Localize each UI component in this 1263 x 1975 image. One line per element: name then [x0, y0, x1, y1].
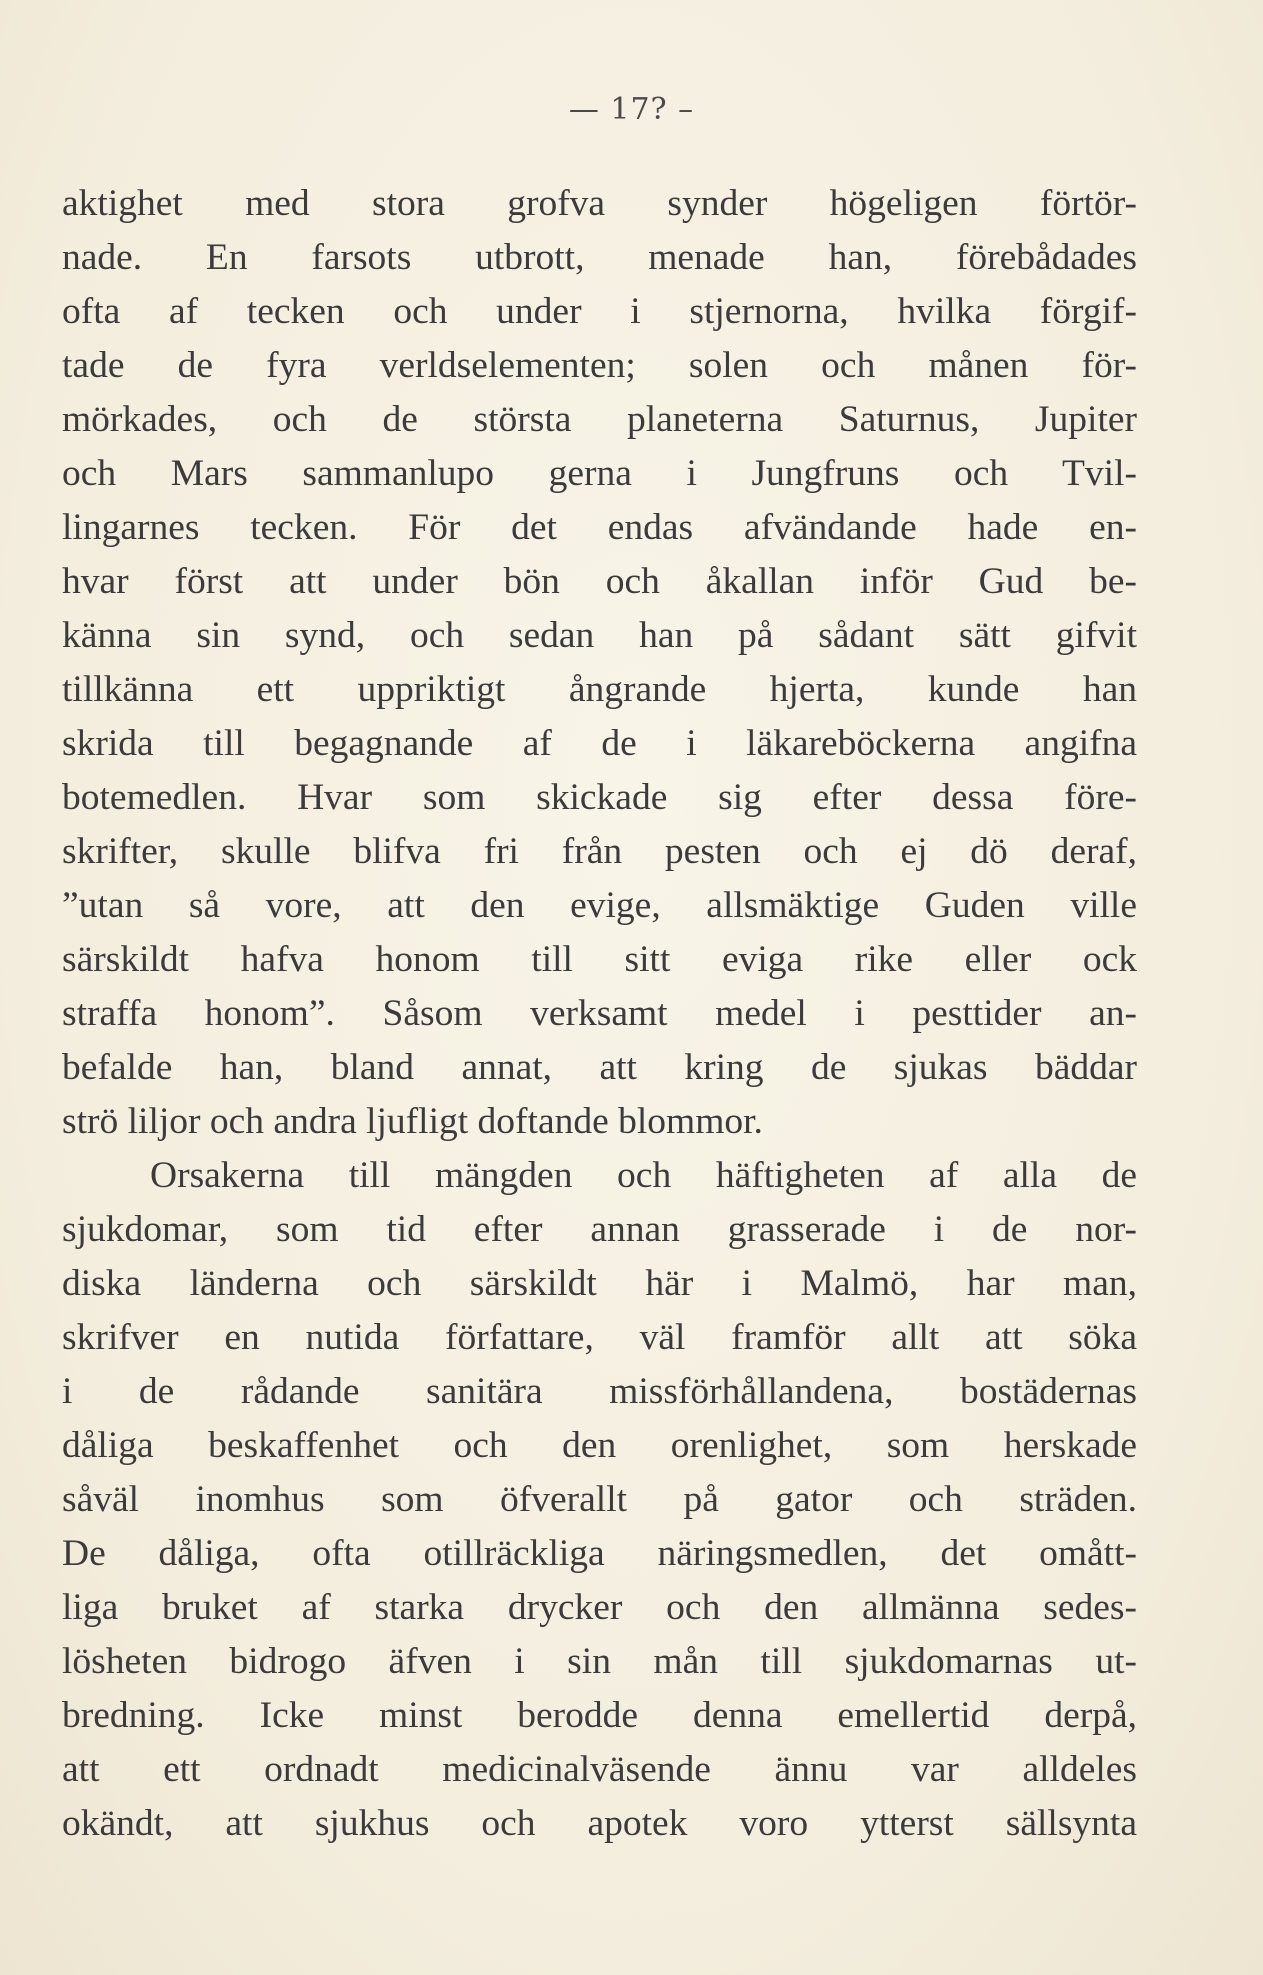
text-line: Orsakerna till mängden och häftigheten af alla de	[150, 1155, 1137, 1196]
text-line: ”utan så vore, att den evige, allsmäktige Guden ville	[62, 885, 1137, 926]
text-line: aktighet med stora grofva synder högeligen förtör-	[62, 183, 1137, 224]
text-line: ofta af tecken och under i stjernorna, hvilka förgif-	[62, 291, 1137, 332]
text-line: lingarnes tecken. För det endas afvändande hade en-	[62, 507, 1137, 548]
text-line: diska länderna och särskildt här i Malmö, har man,	[62, 1263, 1137, 1304]
text-line: befalde han, bland annat, att kring de sjukas bäddar	[62, 1047, 1137, 1088]
text-line: straffa honom”. Såsom verksamt medel i pesttider an-	[62, 993, 1137, 1034]
text-line: hvar först att under bön och åkallan inför Gud be-	[62, 561, 1137, 602]
text-line: strö liljor och andra ljufligt doftande blommor.	[62, 1101, 763, 1142]
text-line: i de rådande sanitära missförhållandena, bostädernas	[62, 1371, 1137, 1412]
text-line: sjukdomar, som tid efter annan grasserade i de nor-	[62, 1209, 1137, 1250]
text-line: skrida till begagnande af de i läkareböckerna angifna	[62, 723, 1137, 764]
text-line: skrifver en nutida författare, väl framför allt att söka	[62, 1317, 1137, 1358]
text-line: att ett ordnadt medicinalväsende ännu var alldeles	[62, 1749, 1137, 1790]
text-line: liga bruket af starka drycker och den allmänna sedes-	[62, 1587, 1137, 1628]
text-line: känna sin synd, och sedan han på sådant sätt gifvit	[62, 615, 1137, 656]
text-line: nade. En farsots utbrott, menade han, förebådades	[62, 237, 1137, 278]
text-line: De dåliga, ofta otillräckliga näringsmedlen, det omått-	[62, 1533, 1137, 1574]
text-line: botemedlen. Hvar som skickade sig efter dessa före-	[62, 777, 1137, 818]
text-line: skrifter, skulle blifva fri från pesten och ej dö deraf,	[62, 831, 1137, 872]
text-line: tade de fyra verldselementen; solen och månen för-	[62, 345, 1137, 386]
text-line: dåliga beskaffenhet och den orenlighet, som herskade	[62, 1425, 1137, 1466]
text-line: särskildt hafva honom till sitt eviga rike eller ock	[62, 939, 1137, 980]
text-line: och Mars sammanlupo gerna i Jungfruns och Tvil-	[62, 453, 1137, 494]
text-line: såväl inomhus som öfverallt på gator och sträden.	[62, 1479, 1137, 1520]
text-line: bredning. Icke minst berodde denna emellertid derpå,	[62, 1695, 1137, 1736]
text-line: mörkades, och de största planeterna Saturnus, Jupiter	[62, 399, 1137, 440]
page-number: — 17? –	[568, 92, 695, 127]
text-line: tillkänna ett uppriktigt ångrande hjerta, kunde han	[62, 669, 1137, 710]
body-text	[62, 177, 1137, 1851]
text-line: okändt, att sjukhus och apotek voro ytterst sällsynta	[62, 1803, 1137, 1844]
text-line: lösheten bidrogo äfven i sin mån till sjukdomarnas ut-	[62, 1641, 1137, 1682]
